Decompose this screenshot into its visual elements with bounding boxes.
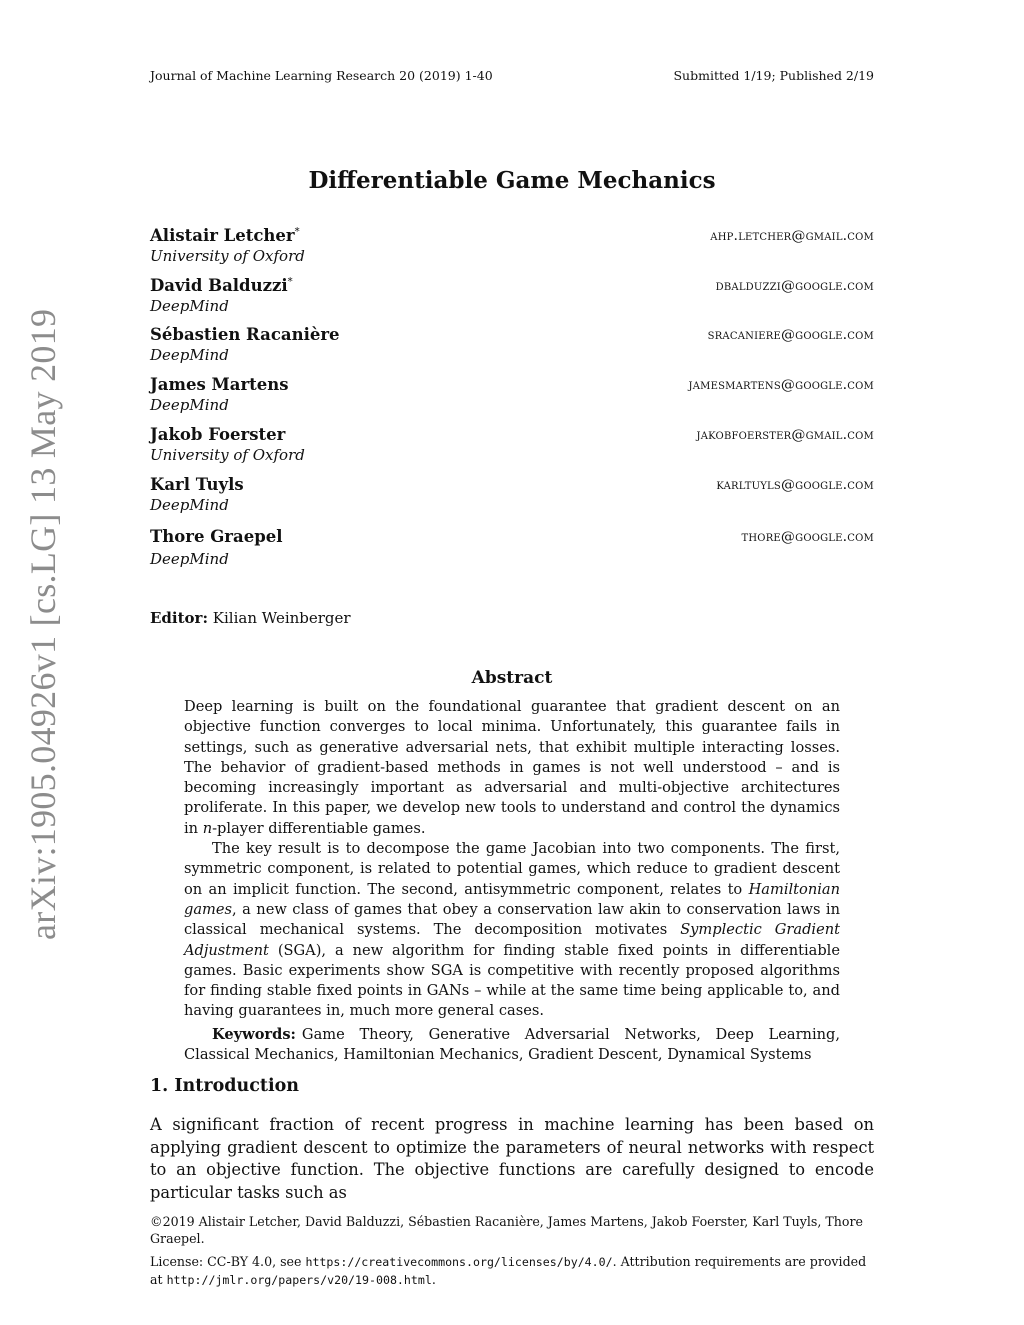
author-name: David Balduzzi* [150, 276, 293, 295]
author-block [150, 325, 874, 369]
arxiv-side-stamp: arXiv:1905.04926v1 [cs.LG] 13 May 2019 [23, 308, 63, 940]
author-block [150, 375, 874, 419]
author-affiliation: DeepMind [150, 496, 229, 514]
author-name: Alistair Letcher* [150, 226, 300, 245]
editor-label: Editor: [150, 609, 208, 627]
author-name: Thore Graepel [150, 527, 283, 546]
author-name: Jakob Foerster [150, 425, 286, 444]
author-affiliation: DeepMind [150, 550, 229, 568]
section-heading: 1. Introduction [150, 1076, 299, 1096]
author-email[interactable]: karltuyls@google.com [716, 477, 874, 493]
author-name: James Martens [150, 375, 289, 394]
editor-name: Kilian Weinberger [212, 609, 351, 627]
author-name: Karl Tuyls [150, 475, 244, 494]
copyright-footnote: ©2019 Alistair Letcher, David Balduzzi, Sébastien Racanière, James Martens, Jakob Foerster, Karl Tuyls, Thore Graepel. [150, 1214, 863, 1246]
author-affiliation: DeepMind [150, 396, 229, 414]
author-block [150, 527, 874, 571]
keywords-list: Game Theory, Generative Adversarial Networks, Deep Learning, Classical Mechanics, Hamiltonian Mechanics, Gradient Descent, Dynamical Systems [184, 1025, 840, 1064]
submission-dates: Submitted 1/19; Published 2/19 [673, 68, 874, 83]
author-email[interactable]: ahp.letcher@gmail.com [710, 228, 874, 244]
author-block [150, 226, 874, 270]
paper-title: Differentiable Game Mechanics [308, 167, 716, 194]
journal-citation: Journal of Machine Learning Research 20 (2019) 1-40 [150, 68, 493, 83]
author-affiliation: University of Oxford [150, 247, 305, 265]
author-affiliation: DeepMind [150, 297, 229, 315]
body-paragraph: A significant fraction of recent progress in machine learning has been based on applying gradient descent to optimize the parameters of neural networks with respect to an objective function. The objective functions are carefully designed to encode particular tasks such as [150, 1115, 874, 1202]
author-block [150, 475, 874, 519]
keywords-label: Keywords: [212, 1025, 296, 1043]
running-header [150, 68, 874, 86]
abstract-paragraph: Deep learning is built on the foundational guarantee that gradient descent on an objective function converges to local minima. Unfortunately, this guarantee fails in settings, such as generative adversarial nets, that exhibit multiple interacting losses. The behavior of gradient-based methods in games is not well understood – and is becoming increasingly important as adversarial and multi-objective architectures proliferate. In this paper, we develop new tools to understand and control the dynamics in n-player differentiable games. [184, 698, 840, 837]
keywords [184, 1025, 840, 1066]
author-email[interactable]: sracaniere@google.com [707, 327, 874, 343]
author-name: Sébastien Racanière [150, 325, 340, 344]
editor-line [150, 609, 351, 627]
author-email[interactable]: jakobfoerster@gmail.com [696, 427, 874, 443]
abstract-heading: Abstract [471, 668, 553, 688]
abstract-body [184, 697, 840, 1065]
attribution-link[interactable]: http://jmlr.org/papers/v20/19-008.html [166, 1273, 432, 1287]
author-email[interactable]: thore@google.com [741, 529, 874, 545]
author-block [150, 425, 874, 469]
author-affiliation: University of Oxford [150, 446, 305, 464]
intro-text [150, 1114, 874, 1204]
license-footnote: License: CC-BY 4.0, see https://creativecommons.org/licenses/by/4.0/. Attribution requirements are provided at http://jmlr.org/papers/v20/19-008.html. [150, 1254, 867, 1287]
license-link[interactable]: https://creativecommons.org/licenses/by/4.0/ [305, 1255, 613, 1269]
author-email[interactable]: jamesmartens@google.com [688, 377, 874, 393]
author-email[interactable]: dbalduzzi@google.com [715, 278, 874, 294]
abstract-paragraph: The key result is to decompose the game Jacobian into two components. The first, symmetric component, is related to potential games, which reduce to gradient descent on an implicit function. The second, antisymmetric component, relates to Hamiltonian games, a new class of games that obey a conservation law akin to conservation laws in classical mechanical systems. The decomposition motivates Symplectic Gradient Adjustment (SGA), a new algorithm for finding stable fixed points in differentiable games. Basic experiments show SGA is competitive with recently proposed algorithms for finding stable fixed points in GANs – while at the same time being applicable to, and having guarantees in, much more general cases. [184, 840, 840, 1020]
author-affiliation: DeepMind [150, 346, 229, 364]
author-block [150, 276, 874, 320]
